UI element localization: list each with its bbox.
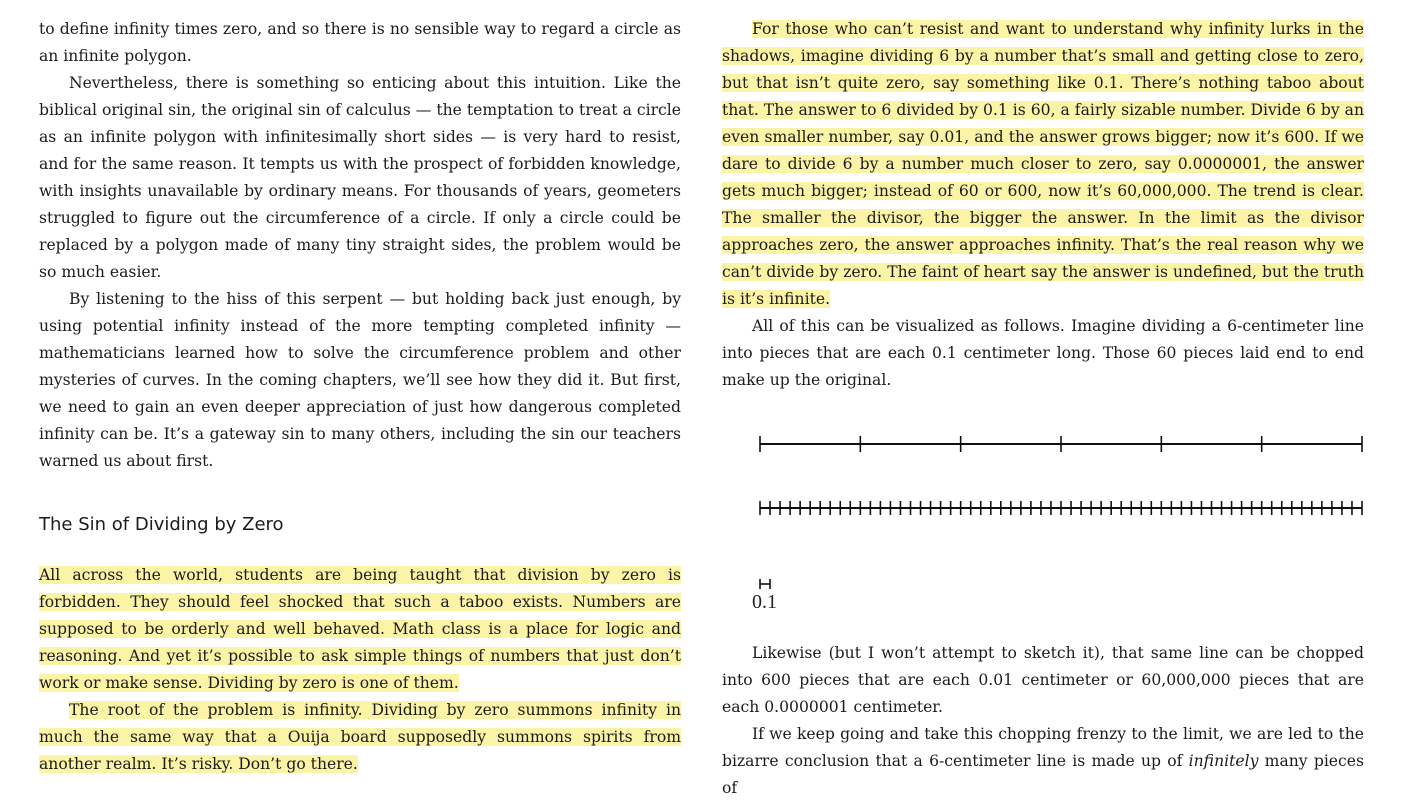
highlight[interactable]: For those who can’t resist and want to understand why infinity lurks in the shadows, imagine dividing 6 by a number that’s small and getting close to zero, but that isn’t quite zero, say something like 0.1. There’s nothing taboo about that. The answer to 6 divided by 0.1 is 60, a fairly sizable number. Divide 6 by an even smaller number, say 0.01, and the answer grows bigger; now it’s 600. If we dare to divide 6 by a number much closer to zero, say 0.0000001, the answer gets much bigger; instead of 60 or 600, now it’s 60,000,000. The trend is clear. The smaller the divisor, the bigger the answer. In the limit as the divisor approaches zero, the answer approaches infinity. That’s the real reason why we can’t divide by zero. The faint of heart say the answer is undefined, but the truth is it’s infinite. (722, 20, 1364, 308)
paragraph: Nevertheless, there is something so enticing about this intuition. Like the biblical original sin, the original sin of calculus — the temptation to treat a circle as an infinite polygon with infinitesimally short sides — is very hard to resist, and for the same reason. It tempts us with the prospect of forbidden knowledge, with insights unavailable by ordinary means. For thousands of years, geometers struggled to figure out the circumference of a circle. If only a circle could be replaced by a polygon made of many tiny straight sides, the problem would be so much easier. (39, 74, 681, 281)
line-division-figure (722, 394, 1364, 640)
paragraph: Likewise (but I won’t attempt to sketch it), that same line can be chopped into 600 pieces that are each 0.01 centimeter or 60,000,000 pieces that are each 0.0000001 centimeter. (722, 644, 1364, 716)
highlighted-paragraph[interactable] (39, 697, 681, 778)
line-division-diagram (722, 394, 1364, 640)
right-column (722, 16, 1364, 802)
left-column (39, 16, 681, 778)
highlighted-paragraph[interactable] (722, 16, 1364, 313)
highlight[interactable]: The root of the problem is infinity. Dividing by zero summons infinity in much the same way that a Ouija board supposedly summons spirits from another realm. It’s risky. Don’t go there. (39, 701, 681, 773)
paragraph-text: many pieces of (722, 752, 1364, 797)
paragraph: All of this can be visualized as follows. Imagine dividing a 6-centimeter line into pieces that are each 0.1 centimeter long. Those 60 pieces laid end to end make up the original. (722, 317, 1364, 389)
paragraph (722, 721, 1364, 802)
highlight[interactable]: All across the world, students are being taught that division by zero is forbidden. They should feel shocked that such a taboo exists. Numbers are supposed to be orderly and well behaved. Math class is a place for logic and reasoning. And yet it’s possible to ask simple things of numbers that just don’t work or make sense. Dividing by zero is one of them. (39, 566, 681, 692)
highlighted-paragraph[interactable] (39, 562, 681, 697)
paragraph-text: If we keep going and take this chopping frenzy to the limit, we are led to the bizarre conclusion that a 6-centimeter line is made up of (722, 725, 1364, 770)
section-heading: The Sin of Dividing by Zero (39, 514, 284, 535)
piece-length-label: 0.1 (752, 591, 777, 613)
paragraph: to define infinity times zero, and so there is no sensible way to regard a circle as an infinite polygon. (39, 20, 681, 65)
paragraph: By listening to the hiss of this serpent — but holding back just enough, by using potential infinity instead of the more tempting completed infinity — mathematicians learned how to solve the circumference problem and other mysteries of curves. In the coming chapters, we’ll see how they did it. But first, we need to gain an even deeper appreciation of just how dangerous completed infinity can be. It’s a gateway sin to many others, including the sin our teachers warned us about first. (39, 290, 681, 470)
emphasis: infinitely (1188, 752, 1259, 770)
